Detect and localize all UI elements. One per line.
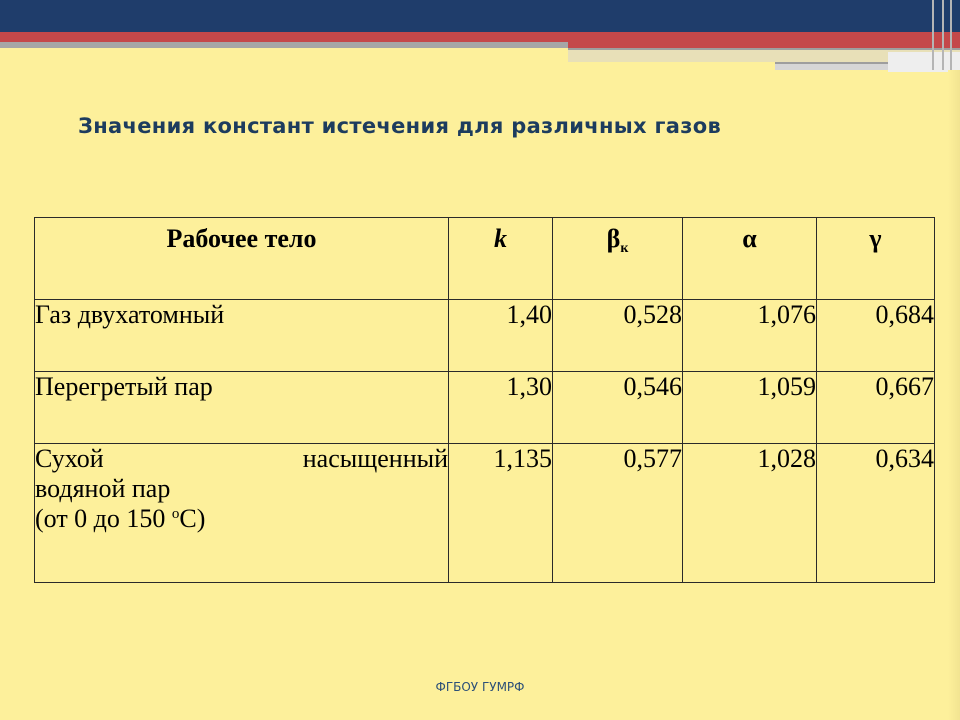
cell-k: 1,40 bbox=[449, 300, 553, 372]
header-beta bbox=[553, 218, 683, 300]
cell-name: Перегретый пар bbox=[35, 372, 449, 444]
cell-gamma: 0,684 bbox=[817, 300, 935, 372]
header-band-red bbox=[0, 32, 960, 42]
slide-title: Значения констант истечения для различных газов bbox=[78, 114, 722, 138]
cell-name-line-3 bbox=[35, 504, 448, 534]
header-beta-label: β bbox=[606, 224, 621, 253]
header-band-gray bbox=[0, 42, 568, 48]
header-k-label: k bbox=[494, 224, 507, 253]
header-alpha: α bbox=[683, 218, 817, 300]
header-band-blue bbox=[0, 0, 960, 32]
table-row bbox=[35, 444, 935, 583]
cell-alpha: 1,028 bbox=[683, 444, 817, 583]
cell-name: Газ двухатомный bbox=[35, 300, 449, 372]
cell-name-word-1: Сухой bbox=[35, 444, 104, 473]
range-text-end: С) bbox=[179, 504, 206, 533]
header-k bbox=[449, 218, 553, 300]
table-row bbox=[35, 372, 935, 444]
degree-mark: о bbox=[171, 506, 180, 522]
header-gamma: γ bbox=[817, 218, 935, 300]
cell-alpha: 1,076 bbox=[683, 300, 817, 372]
cell-gamma: 0,634 bbox=[817, 444, 935, 583]
header-beta-subscript: к bbox=[620, 241, 629, 256]
cell-beta: 0,577 bbox=[553, 444, 683, 583]
header-divider-2 bbox=[942, 0, 944, 70]
cell-alpha: 1,059 bbox=[683, 372, 817, 444]
cell-name bbox=[35, 444, 449, 583]
cell-k: 1,30 bbox=[449, 372, 553, 444]
cell-beta: 0,546 bbox=[553, 372, 683, 444]
constants-table bbox=[34, 217, 935, 583]
table-row bbox=[35, 300, 935, 372]
cell-name-line-1 bbox=[35, 444, 448, 474]
header-working-body: Рабочее тело bbox=[35, 218, 449, 300]
cell-name-word-2: насыщенный bbox=[302, 444, 448, 473]
footer-organization: ФГБОУ ГУМРФ bbox=[435, 680, 525, 694]
cell-k: 1,135 bbox=[449, 444, 553, 583]
cell-name-line-2: водяной пар bbox=[35, 474, 171, 503]
cell-gamma: 0,667 bbox=[817, 372, 935, 444]
header-divider-3 bbox=[950, 0, 952, 70]
right-shadow bbox=[948, 70, 960, 720]
range-text-start: (от 0 до 150 bbox=[35, 504, 172, 533]
header-divider-1 bbox=[932, 0, 934, 70]
table-header-row bbox=[35, 218, 935, 300]
cell-beta: 0,528 bbox=[553, 300, 683, 372]
